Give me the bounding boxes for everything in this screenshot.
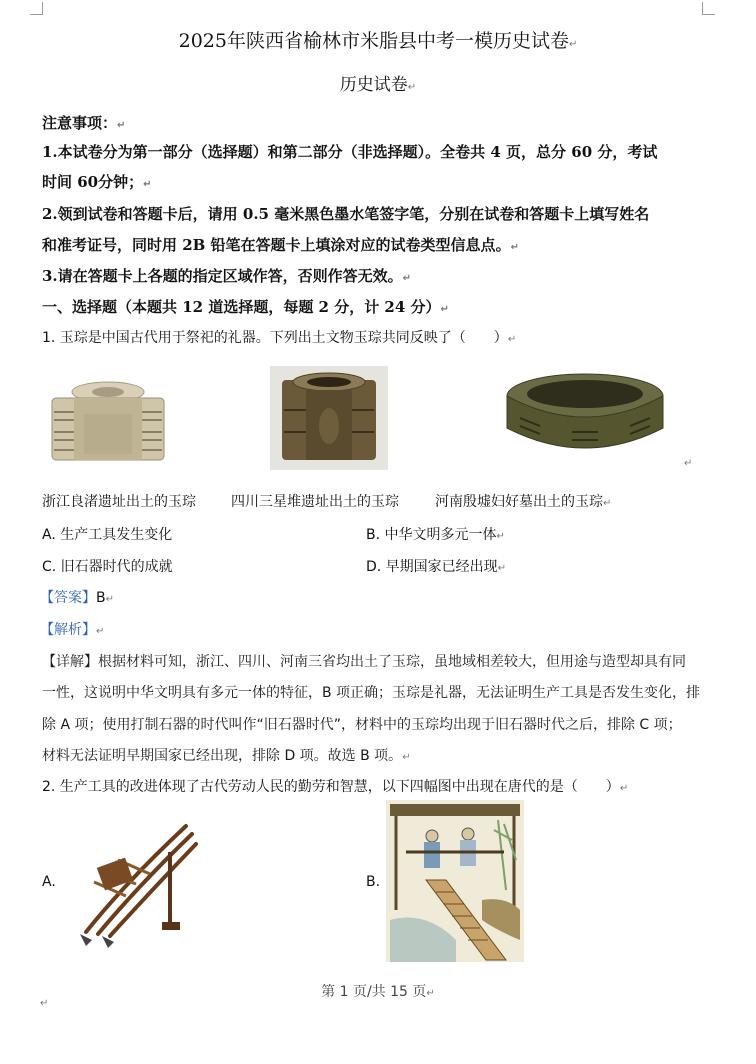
- q1-answer: 【答案】B↵: [40, 590, 114, 606]
- notes-item-2-line-2: 和准考证号，同时用 2B 铅笔在答题卡上填涂对应的试卷类型信息点。↵: [42, 236, 519, 254]
- paragraph-mark-icon: ↵: [684, 458, 693, 469]
- paragraph-mark-icon: ↵: [619, 783, 629, 794]
- caption-liangzhu: 浙江良渚遗址出土的玉琮: [42, 494, 196, 510]
- fuhao-tomb-jade-cong-image: [500, 368, 670, 464]
- notes-item-2-line-1: 2.领到试卷和答题卡后，请用 0.5 毫米黑色墨水笔签字笔，分别在试卷和答题卡上填写姓名: [42, 205, 650, 223]
- q1-option-c: C. 旧石器时代的成就: [42, 559, 173, 575]
- paragraph-mark-icon: ↵: [117, 120, 126, 131]
- q1-detail-line-1: 【详解】根据材料可知，浙江、四川、河南三省均出土了玉琮，虽地域相差较大，但用途与造型却具有同: [42, 654, 686, 670]
- notes-item-1-line-2: 时间 60分钟；↵: [42, 173, 152, 191]
- sanxingdui-jade-cong-image: [270, 366, 388, 474]
- paragraph-mark-icon: ↵: [96, 626, 105, 637]
- paragraph-mark-icon: ↵: [426, 988, 435, 999]
- q1-option-d: D. 早期国家已经出现↵: [366, 559, 507, 575]
- paragraph-mark-icon: ↵: [603, 498, 612, 509]
- q2-option-a-plough-image: [66, 812, 206, 956]
- paragraph-mark-icon: ↵: [507, 334, 517, 345]
- page-subtitle: 历史试卷↵: [339, 75, 417, 95]
- paragraph-mark-icon: ↵: [496, 531, 505, 542]
- question-2-stem: 2. 生产工具的改进体现了古代劳动人民的勤劳和智慧，以下四幅图中出现在唐代的是（ ）↵: [42, 779, 629, 795]
- paragraph-mark-icon: ↵: [402, 273, 412, 284]
- q2-option-b-pedal-waterwheel-image: [386, 800, 524, 966]
- q1-analysis-tag: 【解析】↵: [40, 622, 105, 638]
- paragraph-mark-icon: ↵: [402, 752, 411, 763]
- q1-option-b: B. 中华文明多元一体↵: [366, 527, 505, 543]
- caption-sanxingdui: 四川三星堆遗址出土的玉琮: [231, 494, 399, 510]
- paragraph-mark-icon: ↵: [510, 242, 519, 253]
- caption-fuhao: 河南殷墟妇好墓出土的玉琮↵: [435, 494, 612, 510]
- q1-detail-line-4: 材料无法证明早期国家已经出现，排除 D 项。故选 B 项。↵: [42, 748, 411, 764]
- q2-option-b-label: B.: [366, 874, 381, 890]
- paragraph-mark-icon: ↵: [105, 594, 114, 605]
- q1-option-a: A. 生产工具发生变化: [42, 527, 173, 543]
- paragraph-mark-icon: ↵: [143, 179, 152, 190]
- q2-option-a-label: A.: [42, 874, 56, 890]
- notes-item-3: 3.请在答题卡上各题的指定区域作答，否则作答无效。↵: [42, 267, 412, 285]
- paragraph-mark-icon: ↵: [40, 998, 49, 1009]
- paragraph-mark-icon: ↵: [497, 563, 507, 574]
- q1-detail-line-2: 一性，这说明中华文明具有多元一体的特征，B 项正确；玉琮是礼器，无法证明生产工具是否发生变化，排: [42, 685, 701, 701]
- q1-detail-line-3: 除 A 项；使用打制石器的时代叫作“旧石器时代”，材料中的玉琮均出现于旧石器时代之后，排除 C 项；: [42, 717, 682, 733]
- paragraph-mark-icon: ↵: [568, 39, 578, 50]
- paragraph-mark-icon: ↵: [440, 304, 449, 315]
- crop-mark-top-left: [30, 2, 43, 15]
- notes-heading: 注意事项：↵: [42, 114, 126, 132]
- notes-item-1-line-1: 1.本试卷分为第一部分（选择题）和第二部分（非选择题）。全卷共 4 页，总分 60 分，考试: [42, 143, 658, 161]
- section-1-heading: 一、选择题（本题共 12 道选择题，每题 2 分，计 24 分）↵: [42, 298, 449, 316]
- crop-mark-top-right: [702, 2, 715, 15]
- liangzhu-jade-cong-image: [44, 376, 172, 472]
- page-footer: 第 1 页/共 15 页↵: [321, 984, 435, 1000]
- paragraph-mark-icon: ↵: [407, 82, 417, 93]
- page-title: 2025年陕西省榆林市米脂县中考一模历史试卷↵: [178, 30, 578, 52]
- question-1-stem: 1. 玉琮是中国古代用于祭祀的礼器。下列出土文物玉琮共同反映了（ ）↵: [42, 330, 517, 346]
